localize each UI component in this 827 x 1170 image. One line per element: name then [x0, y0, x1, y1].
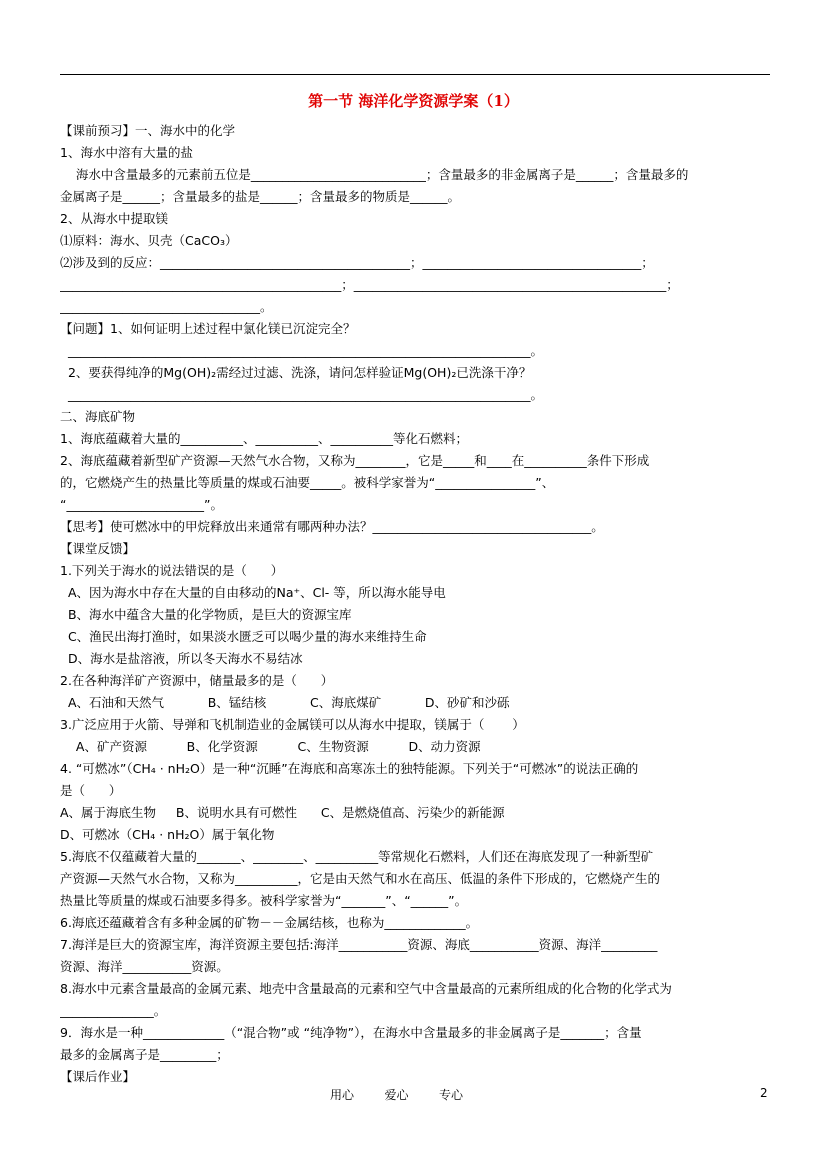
option-line: B、海水中蕴含大量的化学物质，是巨大的资源宝库 — [60, 607, 352, 622]
text-line: _____________________________________________；__________________________________________________； — [60, 277, 679, 292]
text-line: 2、要获得纯净的Mg(OH)₂需经过过滤、洗涤，请问怎样验证Mg(OH)₂已洗涤干净？ — [60, 365, 532, 380]
think-heading: 【思考】使可燃冰中的甲烷释放出来通常有哪两种办法？___________________________________。 — [60, 519, 604, 534]
question-7: 7.海洋是巨大的资源宝库，海洋资源主要包括:海洋___________资源、海底___________资源、海洋_________ — [60, 937, 658, 952]
question-9: 9．海水是一种_____________（“混合物”或 “纯净物”），在海水中含量最多的非金属离子是_______；含量 — [60, 1025, 642, 1040]
page-number: 2 — [760, 1086, 768, 1100]
text-line: ⑵涉及到的反应：________________________________________；___________________________________； — [60, 255, 654, 270]
option-line: A、属于海底生物 B、说明水具有可燃性 C、是燃烧值高、污染少的新能源 — [60, 805, 505, 820]
answer-line: __________________________________________________________________________。 — [60, 387, 543, 402]
question-8: 8.海水中元素含量最高的金属元素、地壳中含量最高的元素和空气中含量最高的元素所组成的化合物的化学式为 — [60, 981, 672, 996]
text-line: 金属离子是______；含量最多的盐是______；含量最多的物质是______。 — [60, 189, 461, 204]
option-line: C、渔民出海打渔时，如果淡水匮乏可以喝少量的海水来维持生命 — [60, 629, 427, 644]
question-6: 6.海底还蕴藏着含有多种金属的矿物－－金属结核，也称为_____________。 — [60, 915, 479, 930]
section-heading: 二、海底矿物 — [60, 409, 136, 424]
text-line: 资源、海洋___________资源。 — [60, 959, 229, 974]
text-line: 2、海底蕴藏着新型矿产资源—天然气水合物，又称为________，它是_____和____在__________条件下形成 — [60, 453, 650, 468]
question-4: 4. “可燃冰”（CH₄ · nH₂O）是一种“沉睡”在海底和高寒冻土的独特能源。下列关于“可燃冰”的说法正确的 — [60, 761, 639, 776]
section-feedback-heading: 【课堂反馈】 — [60, 541, 136, 556]
text-line: 是（ ） — [60, 783, 122, 798]
page-title: 第一节 海洋化学资源学案（1） — [308, 92, 519, 110]
question-5: 5.海底不仅蕴藏着大量的_______、________、__________等常规化石燃料，人们还在海底发现了一种新型矿 — [60, 849, 654, 864]
section-homework-heading: 【课后作业】 — [60, 1069, 136, 1084]
text-line: 海水中含量最多的元素前五位是____________________________；含量最多的非金属离子是______；含量最多的 — [60, 167, 689, 182]
question-1: 1.下列关于海水的说法错误的是（ ） — [60, 563, 284, 578]
text-line: 产资源—天然气水合物，又称为__________，它是由天然气和水在高压、低温的条件下形成的，它燃烧产生的 — [60, 871, 661, 886]
text-line: “______________________”。 — [60, 497, 223, 512]
text-line: 的，它燃烧产生的热量比等质量的煤或石油要_____。被科学家誉为“________________”、 — [60, 475, 555, 490]
text-line: 最多的金属离子是_________； — [60, 1047, 229, 1062]
answer-line: __________________________________________________________________________。 — [60, 343, 543, 358]
text-line: _______________。 — [60, 1003, 167, 1018]
footer-motto: 用心 爱心 专心 — [330, 1088, 464, 1102]
text-line: 2、从海水中提取镁 — [60, 211, 168, 226]
section-preview-heading: 【课前预习】一、海水中的化学 — [60, 123, 236, 138]
question-2: 2.在各种海洋矿产资源中，储量最多的是（ ） — [60, 673, 334, 688]
top-rule — [60, 74, 770, 75]
question-heading: 【问题】1、如何证明上述过程中氯化镁已沉淀完全？ — [60, 321, 356, 336]
option-line: D、可燃冰（CH₄ · nH₂O）属于氧化物 — [60, 827, 275, 842]
option-line: D、海水是盐溶液，所以冬天海水不易结冰 — [60, 651, 303, 666]
text-line: ⑴原料：海水、贝壳（CaCO₃） — [60, 233, 238, 248]
text-line: 热量比等质量的煤或石油要多得多。被科学家誉为“_______”、“______”。 — [60, 893, 468, 908]
option-line: A、因为海水中存在大量的自由移动的Na⁺、Cl- 等，所以海水能导电 — [60, 585, 446, 600]
option-line: A、矿产资源 B、化学资源 C、生物资源 D、动力资源 — [60, 739, 481, 754]
question-3: 3.广泛应用于火箭、导弹和飞机制造业的金属镁可以从海水中提取，镁属于（ ） — [60, 717, 525, 732]
worksheet-body — [60, 120, 772, 1088]
text-line: 1、海底蕴藏着大量的__________、__________、__________等化石燃料； — [60, 431, 468, 446]
text-line: ________________________________。 — [60, 299, 273, 314]
text-line: 1、海水中溶有大量的盐 — [60, 145, 193, 160]
option-line: A、石油和天然气 B、锰结核 C、海底煤矿 D、砂矿和沙砾 — [60, 695, 510, 710]
